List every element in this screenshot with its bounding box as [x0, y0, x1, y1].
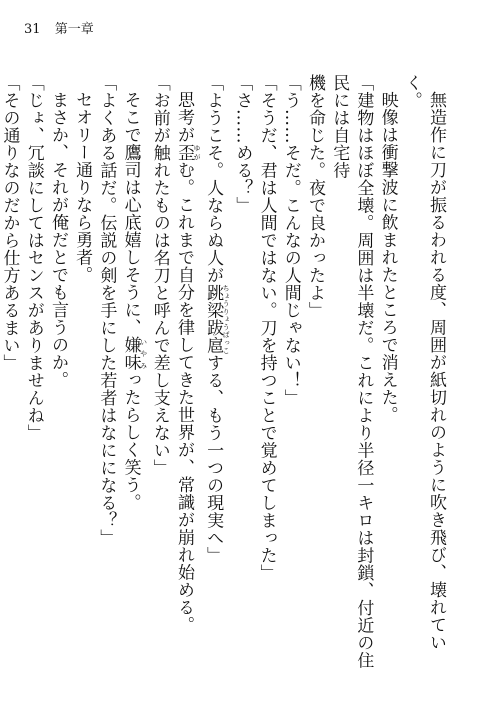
text-line: セオリー通りなら勇者。 [72, 91, 93, 284]
page-header [24, 22, 94, 38]
text-line: 「よくある話だ。伝説の剣を手にした若者はなにになる？」 [96, 74, 117, 547]
text-line: 「建物はほぼ全壊。周囲は半壊だ。これにより半径一キロは封鎖、付近の住民には自宅待 [329, 74, 374, 669]
text-segment: そこで鷹司は心底嬉しそうに、 [120, 91, 141, 336]
text-line: 「さ……める？」 [232, 74, 253, 214]
text-line: 「その通りなのだから仕方あるまい」 [0, 74, 20, 372]
text-line [172, 74, 201, 674]
text-segment: 思考が [173, 91, 194, 144]
text-line: まさか、それが俺だとでも言うのか。 [47, 91, 68, 389]
page-number: 31 [24, 22, 41, 37]
text-line: 「じょ、冗談にしてはセンスがありませんね」 [23, 74, 44, 442]
text-segment: する、もう一つの現実へ」 [203, 354, 224, 564]
ruby-base: 歪 [173, 143, 194, 161]
chapter-title: 第一章 [54, 22, 94, 37]
ruby-annotation [203, 284, 231, 354]
text-line [201, 74, 230, 674]
text-line: 機を命じた。夜で良かったよ」 [304, 74, 325, 319]
text-line: 「う……そだ。こんなの人間じゃない！」 [280, 74, 301, 407]
ruby-annotation [173, 143, 201, 162]
text-line: 「お前が触れたものは名刀と呼んで差し支えない」 [149, 74, 170, 477]
ruby-base: 跳梁跋扈 [203, 284, 224, 354]
text-line [118, 74, 147, 674]
ruby-base: 嫌味 [120, 336, 141, 371]
text-line: 映像は衝撃波に飲まれたところで消えた。 [377, 91, 398, 424]
body-text [0, 74, 448, 674]
text-segment: む。これまで自分を律してきた世界が、常識が崩れ始める。 [173, 161, 194, 634]
ruby-annotation [120, 336, 148, 371]
text-line: 「そうだ、君は人間ではない。刀を持つことで覚めてしまった」 [256, 74, 277, 582]
ruby-reading: ちょうりょうばっこ [222, 284, 231, 354]
text-line: 無造作に刀が振るわれる度、周囲が紙切れのように吹き飛び、壊れていく。 [401, 74, 446, 651]
ruby-reading: いやみ [139, 336, 148, 371]
text-segment: 「ようこそ。人ならぬ人が [203, 74, 224, 284]
text-segment: ったらしく笑う。 [120, 371, 141, 511]
ruby-reading: ゆが [192, 143, 201, 161]
